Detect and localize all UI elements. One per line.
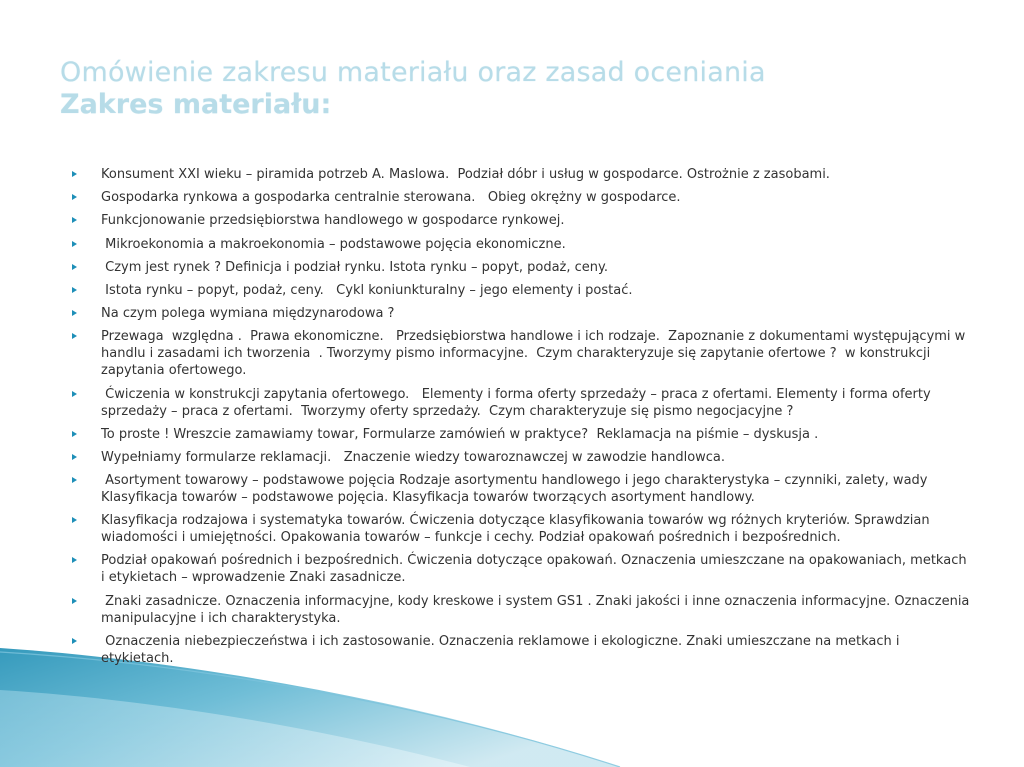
list-item xyxy=(72,512,972,546)
list-item xyxy=(72,282,972,299)
list-item-text: Znaki zasadnicze. Oznaczenia informacyjne, kody kreskowe i system GS1 . Znaki jakości i inne oznaczenia informacyjne. Oznaczenia manipulacyjne i ich charakterystyka. xyxy=(101,593,974,626)
list-item-text: Podział opakowań pośrednich i bezpośrednich. Ćwiczenia dotyczące opakowań. Oznaczenia umieszczane na opakowaniach, metkach i etykietach – wprowadzenie Znaki zasadnicze. xyxy=(101,553,971,586)
list-item xyxy=(72,236,972,253)
list-item xyxy=(72,166,972,183)
bullet-triangle-icon xyxy=(72,217,77,223)
list-item xyxy=(72,449,972,466)
bullet-triangle-icon xyxy=(72,477,77,483)
bullet-triangle-icon xyxy=(72,557,77,563)
list-item xyxy=(72,386,972,420)
bullet-triangle-icon xyxy=(72,517,77,523)
list-item xyxy=(72,552,972,586)
list-item-text: Istota rynku – popyt, podaż, ceny. Cykl koniunkturalny – jego elementy i postać. xyxy=(101,282,633,298)
list-item-text: Wypełniamy formularze reklamacji. Znaczenie wiedzy towaroznawczej w zawodzie handlowca. xyxy=(101,449,726,465)
bullet-triangle-icon xyxy=(72,171,77,177)
list-item-text: Oznaczenia niebezpieczeństwa i ich zastosowanie. Oznaczenia reklamowe i ekologiczne. Znaki umieszczane na metkach i etykietach. xyxy=(101,633,904,666)
list-item-text: To proste ! Wreszcie zamawiamy towar, Formularze zamówień w praktyce? Reklamacja na piśmie – dyskusja . xyxy=(101,426,819,442)
list-item xyxy=(72,328,972,379)
list-item-text: Przewaga względna . Prawa ekonomiczne. Przedsiębiorstwa handlowe i ich rodzaje. Zapoznanie z dokumentami występującymi w handlu i zasadami ich tworzenia . Tworzymy pismo informacyjne. Czym charakteryzuje się zapytanie ofertowe ? w konstrukcji zapytania ofertowego. xyxy=(101,329,970,379)
list-item xyxy=(72,633,972,667)
list-item xyxy=(72,189,972,206)
bullet-triangle-icon xyxy=(72,333,77,339)
list-item-text: Czym jest rynek ? Definicja i podział rynku. Istota rynku – popyt, podaż, ceny. xyxy=(101,259,609,275)
bullet-triangle-icon xyxy=(72,598,77,604)
bullet-triangle-icon xyxy=(72,431,77,437)
list-item xyxy=(72,259,972,276)
bullet-triangle-icon xyxy=(72,241,77,247)
list-item-text: Konsument XXI wieku – piramida potrzeb A. Maslowa. Podział dóbr i usług w gospodarce. Ostrożnie z zasobami. xyxy=(101,167,830,182)
list-item-text: Funkcjonowanie przedsiębiorstwa handlowego w gospodarce rynkowej. xyxy=(101,213,565,229)
bullet-triangle-icon xyxy=(72,194,77,200)
list-item-text: Klasyfikacja rodzajowa i systematyka towarów. Ćwiczenia dotyczące klasyfikowania towarów wg różnych kryteriów. Sprawdzian wiadomości i umiejętności. Opakowania towarów – funkcje i cechy. Podział opakowań pośrednich i bezpośrednich. xyxy=(101,513,934,546)
slide-title-line1: Omówienie zakresu materiału oraz zasad oceniania xyxy=(60,57,766,88)
slide-title xyxy=(60,57,960,121)
list-item-text: Na czym polega wymiana międzynarodowa ? xyxy=(101,306,395,322)
bullet-triangle-icon xyxy=(72,638,77,644)
topics-list xyxy=(72,166,972,673)
list-item xyxy=(72,472,972,506)
slide-title-line2: Zakres materiału: xyxy=(60,89,332,120)
bullet-triangle-icon xyxy=(72,310,77,316)
list-item-text: Mikroekonomia a makroekonomia – podstawowe pojęcia ekonomiczne. xyxy=(101,236,566,252)
list-item xyxy=(72,593,972,627)
list-item-text: Gospodarka rynkowa a gospodarka centralnie sterowana. Obieg okrężny w gospodarce. xyxy=(101,190,681,206)
list-item-text: Ćwiczenia w konstrukcji zapytania ofertowego. Elementy i forma oferty sprzedaży – praca z ofertami. Elementy i forma oferty sprzedaży – praca z ofertami. Tworzymy oferty sprzedaży. Czym charakteryzuje się pismo negocjacyjne ? xyxy=(101,386,935,419)
list-item xyxy=(72,212,972,229)
list-item-text: Asortyment towarowy – podstawowe pojęcia Rodzaje asortymentu handlowego i jego charakterystyka – czynniki, zalety, wady Klasyfikacja towarów – podstawowe pojęcia. Klasyfikacja towarów tworzących asortyment handlowy. xyxy=(101,473,932,506)
list-item xyxy=(72,305,972,322)
bullet-triangle-icon xyxy=(72,287,77,293)
bullet-triangle-icon xyxy=(72,391,77,397)
bullet-triangle-icon xyxy=(72,264,77,270)
bullet-triangle-icon xyxy=(72,454,77,460)
list-item xyxy=(72,426,972,443)
